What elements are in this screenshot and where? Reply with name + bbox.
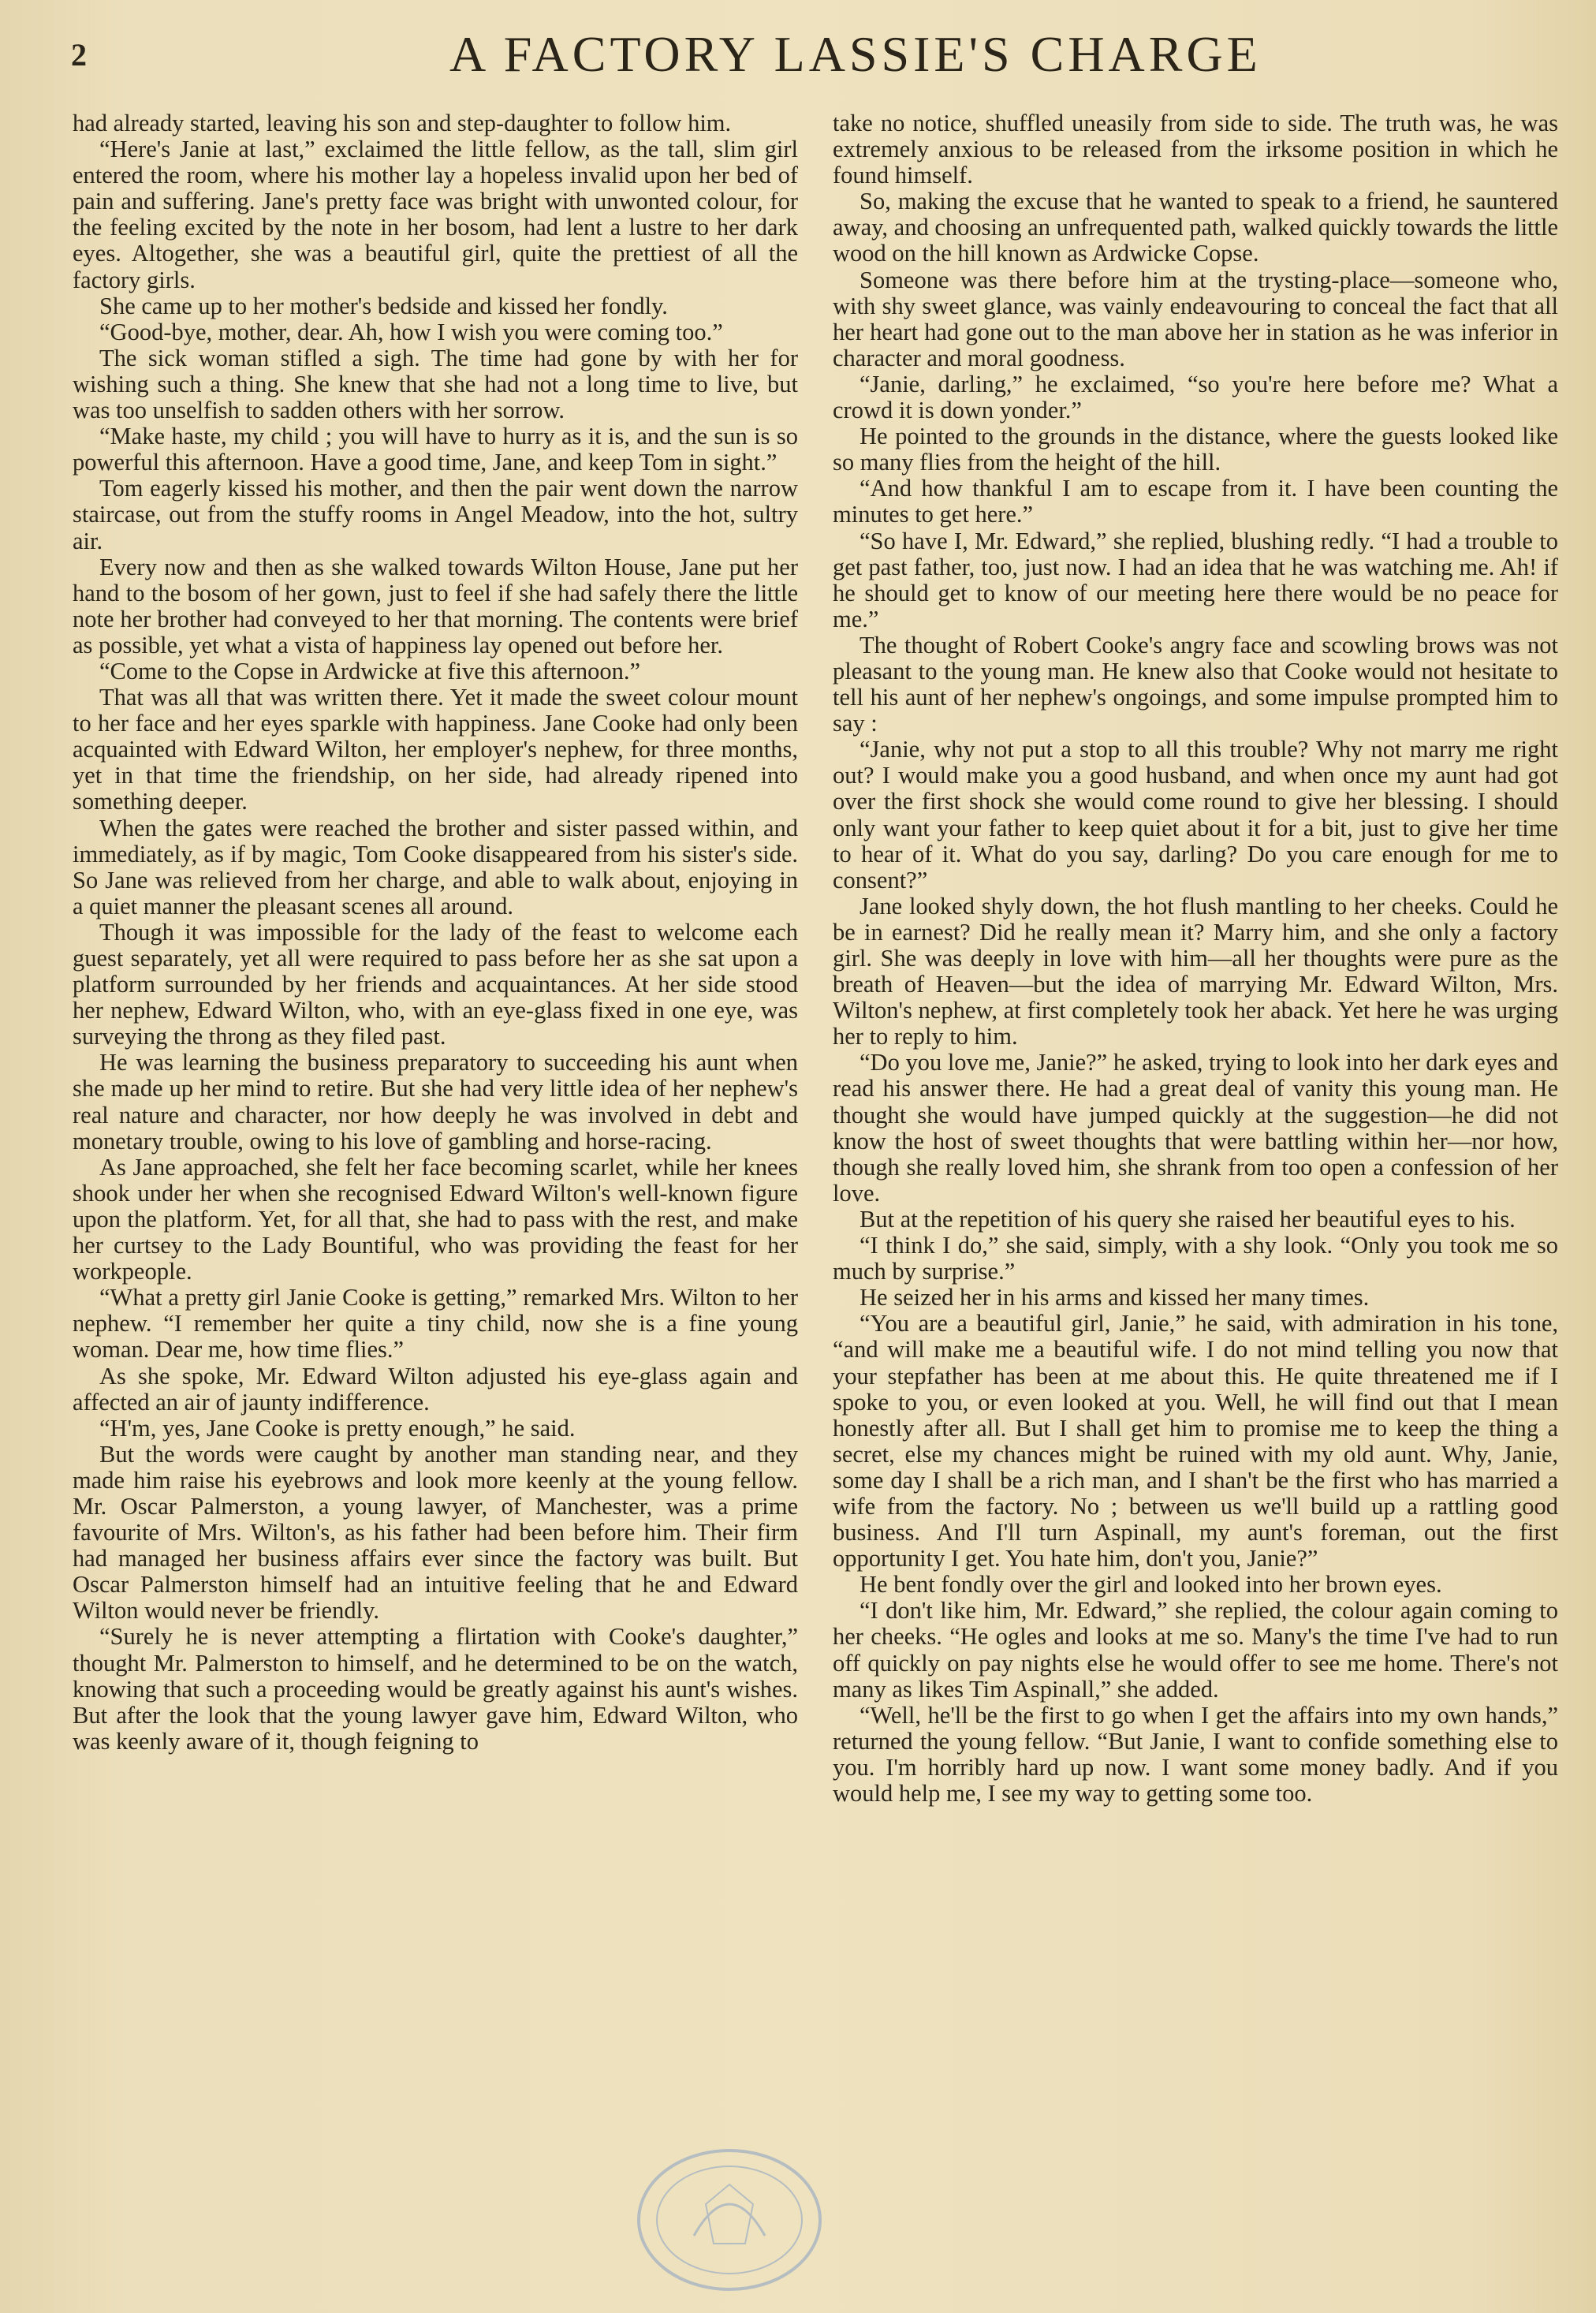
paragraph: Every now and then as she walked towards Wilton House, Jane put her hand to the bosom of her gown, just to feel if she had safely there the little note her brother had conveyed to her that morning. The contents were brief as possible, yet what a vista of happiness lay opened out before her. (73, 553, 798, 658)
paragraph: Though it was impossible for the lady of the feast to welcome each guest separately, yet all were required to pass before her as she sat upon a platform surrounded by her friends and acquaintances. At her side stood her nephew, Edward Wilton, who, with an eye-glass fixed in one eye, was surveying the throng as they filed past. (73, 918, 798, 1050)
paragraph: “Make haste, my child ; you will have to hurry as it is, and the sun is so powerful this afternoon. Have a good time, Jane, and keep Tom in sight.” (73, 423, 798, 476)
page-header (71, 22, 1553, 93)
paragraph: But the words were caught by another man standing near, and they made him raise his eyebrows and look more keenly at the young fellow. Mr. Oscar Palmerston, a young lawyer, of Manchester, was a prime favourite of Mrs. Wilton's, as his father had been before him. Their firm had managed her business affairs ever since the factory was built. But Oscar Palmerston himself had an intuitive feeling that he and Edward Wilton would never be friendly. (73, 1440, 798, 1625)
paragraph: had already started, leaving his son and step-daughter to follow him. (73, 110, 732, 136)
paragraph: He bent fondly over the girl and looked into her brown eyes. (860, 1571, 1442, 1599)
paragraph: “Here's Janie at last,” exclaimed the little fellow, as the tall, slim girl entered the room, where his mother lay a hopeless invalid upon her bed of pain and suffering. Jane's pretty face was bright with unwonted colour, for the feeling excited by the note in her bosom, had lent a lustre to her dark eyes. Altogether, she was a beautiful girl, quite the prettiest of all the factory girls. (73, 136, 798, 293)
paragraph: The thought of Robert Cooke's angry face and scowling brows was not pleasant to the young man. He knew also that Cooke would not hesitate to tell his aunt of her nephew's ongoings, and some impulse prompted him to say : (833, 631, 1558, 737)
running-title: A FACTORY LASSIE'S CHARGE (449, 26, 1262, 82)
paragraph: “So have I, Mr. Edward,” she replied, blushing redly. “I had a trouble to get past father, too, just now. I had an idea that he was watching me. Ah! if he should get to know of our meeting here there would be no peace for me.” (833, 527, 1558, 632)
right-column (833, 110, 1558, 1807)
paragraph: That was all that was written there. Yet it made the sweet colour mount to her face and her eyes sparkle with happiness. Jane Cooke had only been acquainted with Edward Wilton, her employer's nephew, for three months, yet in that time the friendship, on her side, had already ripened into something deeper. (73, 684, 798, 815)
paragraph: “You are a beautiful girl, Janie,” he said, with admiration in his tone, “and will make me a beautiful wife. I do not mind telling you now that your stepfather has been at me about this. He quite threatened me if I spoke to you, or even looked at you. Well, he will find out that I mean honestly after all. But I shall get him to promise me to keep the thing a secret, else my chances might be ruined with my old aunt. Why, Janie, some day I shall be a rich man, and I shan't be the first who has married a wife from the factory. No ; between us we'll build up a rattling good business. And I'll turn Aspinall, my aunt's foreman, out the first opportunity I get. You hate him, don't you, Janie?” (833, 1310, 1558, 1572)
paragraph: “Good-bye, mother, dear. Ah, how I wish you were coming too.” (99, 318, 723, 345)
paragraph: “Surely he is never attempting a flirtation with Cooke's daughter,” thought Mr. Palmerston to himself, and he determined to be on the watch, knowing that such a proceeding would be greatly against his aunt's wishes. But after the look that the young lawyer gave him, Edward Wilton, who was keenly aware of it, though feigning to (73, 1623, 798, 1755)
paragraph: As she spoke, Mr. Edward Wilton adjusted his eye-glass again and affected an air of jaunty indifference. (73, 1362, 798, 1416)
paragraph: He seized her in his arms and kissed her many times. (860, 1284, 1370, 1311)
paragraph: Someone was there before him at the trysting-place—someone who, with shy sweet glance, was vainly endeavouring to conceal the fact that all her heart had gone out to the man above her in station as he was inferior in character and moral goodness. (833, 266, 1558, 371)
paragraph: “And how thankful I am to escape from it. I have been counting the minutes to get here.” (833, 475, 1558, 528)
paragraph: He pointed to the grounds in the distance, where the guests looked like so many flies from the height of the hill. (833, 423, 1558, 476)
paragraph: The sick woman stifled a sigh. The time had gone by with her for wishing such a thing. She knew that she had not a long time to live, but was too unselfish to sadden others with her sorrow. (73, 344, 798, 424)
paragraph: “What a pretty girl Janie Cooke is getting,” remarked Mrs. Wilton to her nephew. “I remember her quite a tiny child, now she is a fine young woman. Dear me, how time flies.” (73, 1284, 798, 1364)
paragraph: But at the repetition of his query she raised her beautiful eyes to his. (860, 1205, 1516, 1233)
paragraph: “H'm, yes, Jane Cooke is pretty enough,” he said. (99, 1414, 576, 1442)
left-column (73, 110, 798, 1755)
paragraph: When the gates were reached the brother and sister passed within, and immediately, as if by magic, Tom Cooke disappeared from his sister's side. So Jane was relieved from her charge, and able to walk about, enjoying in a quiet manner the pleasant scenes all around. (73, 814, 798, 920)
paragraph: “Do you love me, Janie?” he asked, trying to look into her dark eyes and read his answer there. He had a great deal of vanity this young man. He thought she would have jumped quickly at the suggestion—he did not know the host of sweet thoughts that were battling within her—nor how, though she really loved him, she shrank from too open a confession of her love. (833, 1049, 1558, 1207)
paragraph: She came up to her mother's bedside and kissed her fondly. (99, 292, 668, 319)
paragraph: “I think I do,” she said, simply, with a shy look. “Only you took me so much by surprise.” (833, 1232, 1558, 1285)
paragraph: So, making the excuse that he wanted to speak to a friend, he sauntered away, and choosing an unfrequented path, walked quickly towards the little wood on the hill known as Ardwicke Copse. (833, 188, 1558, 267)
paragraph: Tom eagerly kissed his mother, and then the pair went down the narrow staircase, out from the stuffy rooms in Angel Meadow, into the hot, sultry air. (73, 475, 798, 554)
paragraph: take no notice, shuffled uneasily from side to side. The truth was, he was extremely anxious to be released from the irksome position in which he found himself. (833, 110, 1558, 189)
page-number: 2 (71, 37, 87, 73)
paragraph: He was learning the business preparatory to succeeding his aunt when she made up her mind to retire. But she had very little idea of her nephew's real nature and character, nor how deeply he was involved in debt and monetary trouble, owing to his love of gambling and horse-racing. (73, 1049, 798, 1155)
paragraph: “I don't like him, Mr. Edward,” she replied, the colour again coming to her cheeks. “He ogles and looks at me so. Many's the time I've had to run off quickly on pay nights else he would offer to see me home. There's not many as likes Tim Aspinall,” she added. (833, 1597, 1558, 1703)
paragraph: “Come to the Copse in Ardwicke at five this afternoon.” (99, 657, 641, 685)
paragraph: As Jane approached, she felt her face becoming scarlet, while her knees shook under her when she recognised Edward Wilton's well-known figure upon the platform. Yet, for all that, she had to pass with the rest, and make her curtsey to the Lady Bountiful, who was providing the feast for her workpeople. (73, 1153, 798, 1285)
library-stamp-icon (631, 2141, 828, 2299)
paragraph: Jane looked shyly down, the hot flush mantling to her cheeks. Could he be in earnest? Did he really mean it? Marry him, and she only a factory girl. She was deeply in love with him—all her thoughts were pure as the breath of Heaven—but the idea of marrying Mr. Edward Wilton, Mrs. Wilton's nephew, at first completely took her aback. Yet here he was urging her to reply to him. (833, 892, 1558, 1050)
paragraph: “Janie, why not put a stop to all this trouble? Why not marry me right out? I would make you a good husband, and when once my aunt had got over the first shock she would come round to give her blessing. I should only want your father to keep quiet about it for a bit, just to give her time to hear of it. What do you say, darling? Do you care enough for me to consent?” (833, 736, 1558, 893)
paragraph: “Janie, darling,” he exclaimed, “so you're here before me? What a crowd it is down yonder.” (833, 370, 1558, 424)
paragraph: “Well, he'll be the first to go when I get the affairs into my own hands,” returned the young fellow. “But Janie, I want to confide something else to you. I'm horribly hard up now. I want some money badly. And if you would help me, I see my way to getting some too. (833, 1701, 1558, 1807)
